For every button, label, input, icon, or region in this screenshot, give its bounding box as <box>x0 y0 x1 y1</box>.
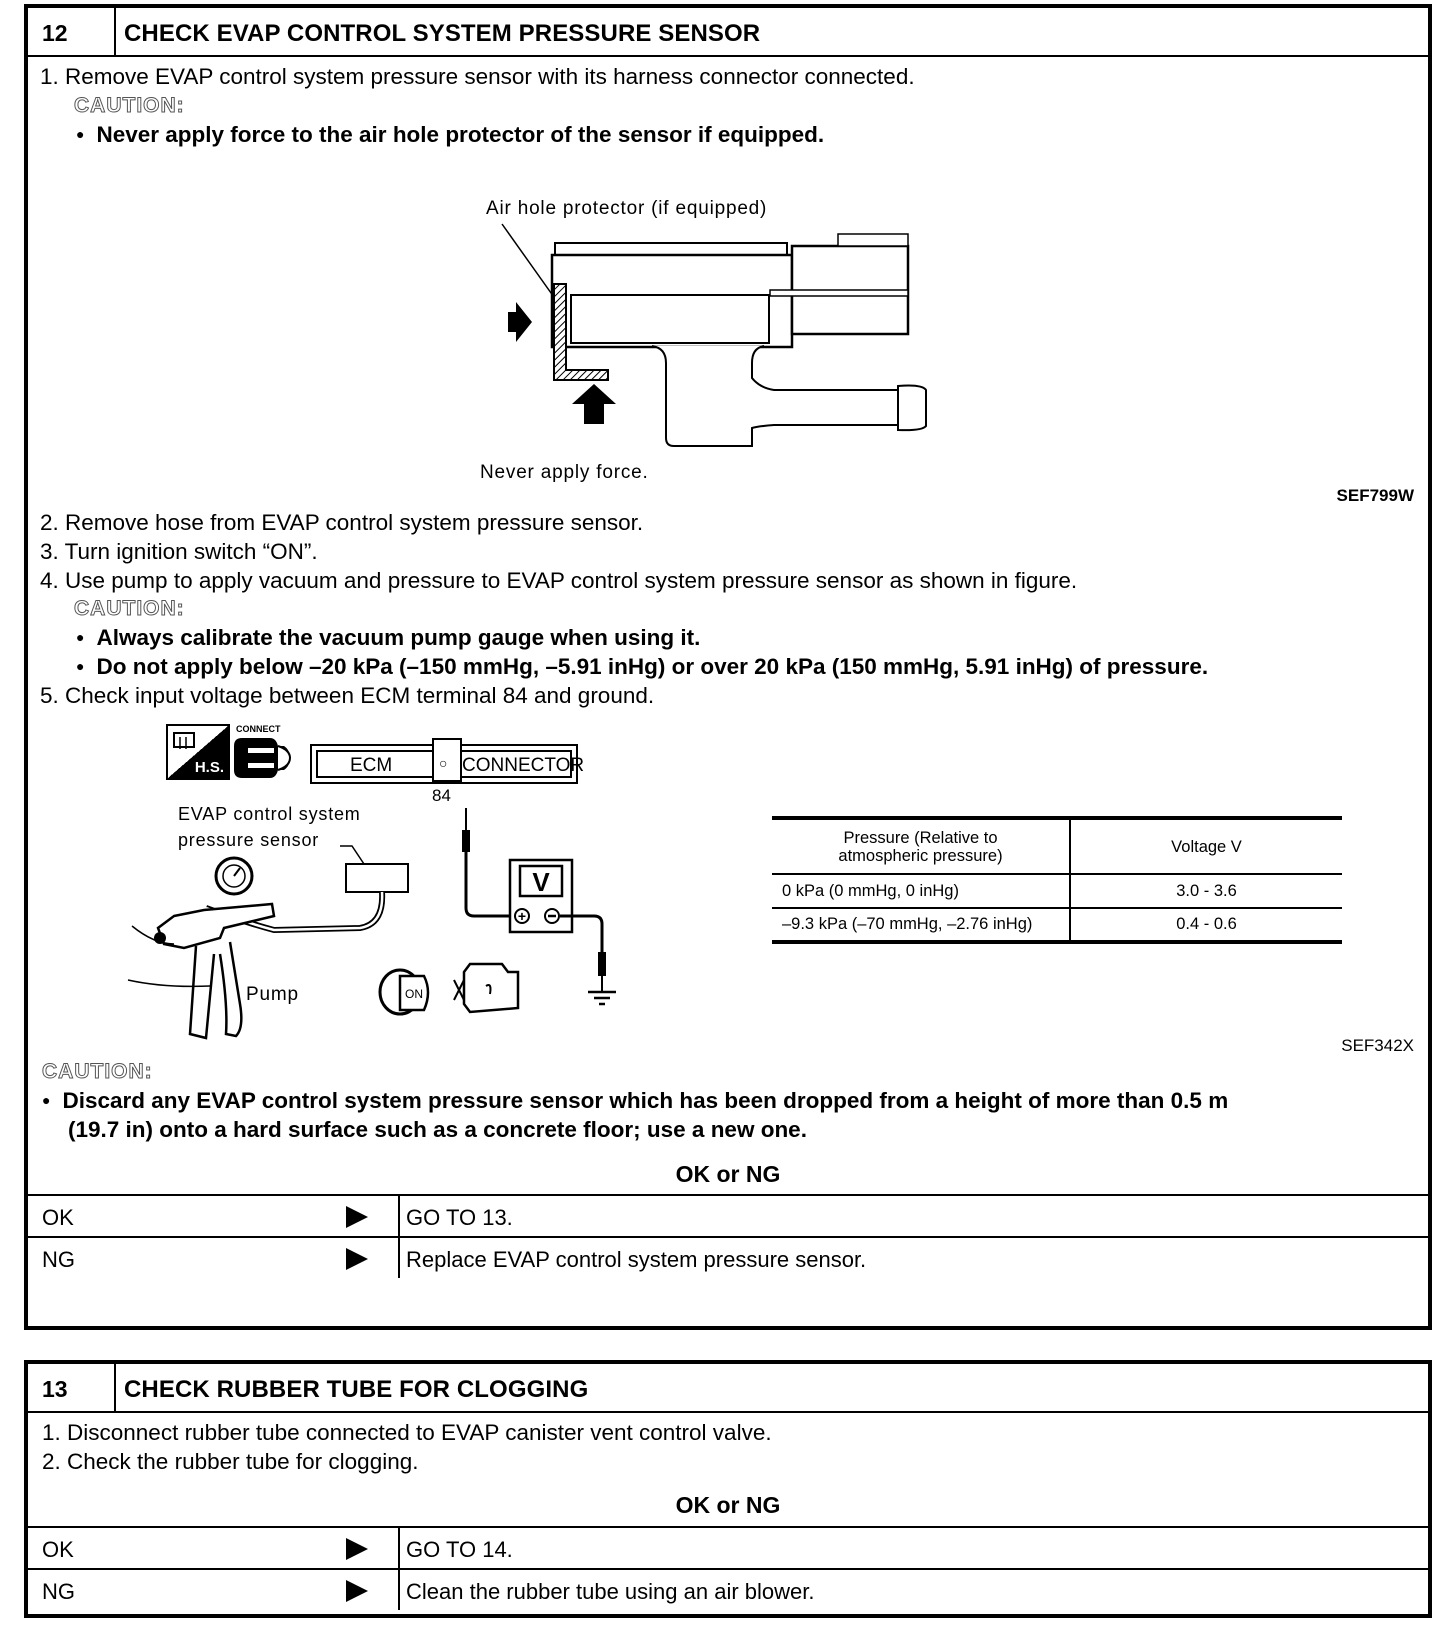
step-4: 4. Use pump to apply vacuum and pressure to EVAP control system pressure sensor as shown in figure. <box>40 568 1078 593</box>
result-value: GO TO 13. <box>406 1205 513 1230</box>
sensor-label-line-1: EVAP control system <box>178 804 361 824</box>
figure-label-never-apply-force: Never apply force. <box>480 462 649 483</box>
pressure-cell: –9.3 kPa (–70 mmHg, –2.76 inHg) <box>782 915 1033 933</box>
result-row-ok <box>28 1526 1428 1568</box>
caution-label: CAUTION: <box>42 1060 153 1083</box>
result-row-ok <box>28 1194 1428 1236</box>
result-title: OK or NG <box>675 1161 781 1187</box>
connector-label: CONNECTOR <box>462 755 585 776</box>
section-title: CHECK EVAP CONTROL SYSTEM PRESSURE SENSOR <box>124 20 761 47</box>
column-header: Pressure (Relative to atmospheric pressure) <box>838 828 1003 865</box>
result-key: NG <box>42 1247 75 1272</box>
connect-label: CONNECT <box>236 724 281 734</box>
voltage-cell: 0.4 - 0.6 <box>1070 908 1342 942</box>
step-2: 2. Remove hose from EVAP control system pressure sensor. <box>40 510 644 535</box>
result-key: OK <box>42 1205 74 1230</box>
pressure-sensor-box <box>346 864 408 892</box>
hs-label: H.S. <box>194 759 224 776</box>
section-13 <box>24 1360 1432 1618</box>
sensor-label-line-2: pressure sensor <box>178 830 320 850</box>
ecm-connector-box <box>310 744 585 784</box>
arrow-right-icon <box>346 1538 368 1560</box>
figure-label-air-hole-protector: Air hole protector (if equipped) <box>486 198 768 219</box>
terminal-circle-icon: ○ <box>439 755 448 771</box>
ignition-on-label: ON <box>405 987 423 1001</box>
result-key: OK <box>42 1537 74 1562</box>
voltmeter-label: V <box>532 867 550 897</box>
result-value: Replace EVAP control system pressure sensor. <box>406 1247 867 1272</box>
arrow-right-icon <box>346 1580 368 1602</box>
caution-bullet: ● Never apply force to the air hole protector of the sensor if equipped. <box>76 122 824 148</box>
voltage-cell: 3.0 - 3.6 <box>1070 874 1342 908</box>
step-5: 5. Check input voltage between ECM terminal 84 and ground. <box>40 683 655 708</box>
result-value: GO TO 14. <box>406 1537 513 1562</box>
connector-icon <box>172 729 198 751</box>
pump-label: Pump <box>246 984 299 1005</box>
column-header: Voltage V <box>1070 818 1342 874</box>
ecm-label: ECM <box>350 755 393 776</box>
table-header-row <box>772 818 1342 874</box>
step-1: 1. Disconnect rubber tube connected to EVAP canister vent control valve. <box>42 1420 772 1445</box>
caution-bullet: ● Always calibrate the vacuum pump gauge when using it. <box>76 625 700 651</box>
step-3: 3. Turn ignition switch “ON”. <box>40 539 318 564</box>
section-header <box>28 8 1428 57</box>
table-row <box>772 874 1342 908</box>
section-12 <box>24 4 1432 1330</box>
caution-bullet: ● Do not apply below –20 kPa (–150 mmHg, –5.91 inHg) or over 20 kPa (150 mmHg, 5.91 inHg) of pressure. <box>76 654 1208 680</box>
terminal-number: 84 <box>432 786 451 805</box>
arrow-right-icon <box>346 1248 368 1270</box>
voltage-check-diagram <box>124 804 624 1054</box>
step-2: 2. Check the rubber tube for clogging. <box>42 1449 419 1474</box>
section-header <box>28 1364 1428 1413</box>
force-arrow-up <box>572 384 616 424</box>
figure-code: SEF342X <box>1341 1036 1414 1055</box>
arrow-right-icon <box>346 1206 368 1228</box>
caution-label: CAUTION: <box>74 94 185 117</box>
result-value: Clean the rubber tube using an air blower. <box>406 1579 815 1604</box>
force-arrow-right <box>508 302 532 342</box>
result-title: OK or NG <box>675 1492 781 1518</box>
pump-handle <box>190 946 214 1038</box>
voltage-spec-table <box>772 816 1342 944</box>
section-number: 12 <box>28 8 116 55</box>
connect-icon <box>232 736 294 782</box>
caution-bullet: ● Discard any EVAP control system pressure sensor which has been dropped from a height of more than 0.5 m <box>42 1088 1228 1114</box>
caution-bullet-continued: (19.7 in) onto a hard surface such as a concrete floor; use a new one. <box>68 1117 807 1142</box>
result-row-ng <box>28 1568 1428 1610</box>
step-1: 1. Remove EVAP control system pressure sensor with its harness connector connected. <box>40 64 915 89</box>
sensor-diagram <box>498 218 938 468</box>
section-title: CHECK RUBBER TUBE FOR CLOGGING <box>124 1376 589 1403</box>
table-row <box>772 908 1342 942</box>
pressure-cell: 0 kPa (0 mmHg, 0 inHg) <box>782 881 959 900</box>
figure-code: SEF799W <box>1336 486 1414 505</box>
result-row-ng <box>28 1236 1428 1278</box>
leader-line <box>502 224 556 300</box>
caution-label: CAUTION: <box>74 597 185 620</box>
svg-text:+: + <box>517 908 527 924</box>
section-number: 13 <box>28 1364 116 1411</box>
result-key: NG <box>42 1579 75 1604</box>
harness-side-icon <box>166 724 230 780</box>
